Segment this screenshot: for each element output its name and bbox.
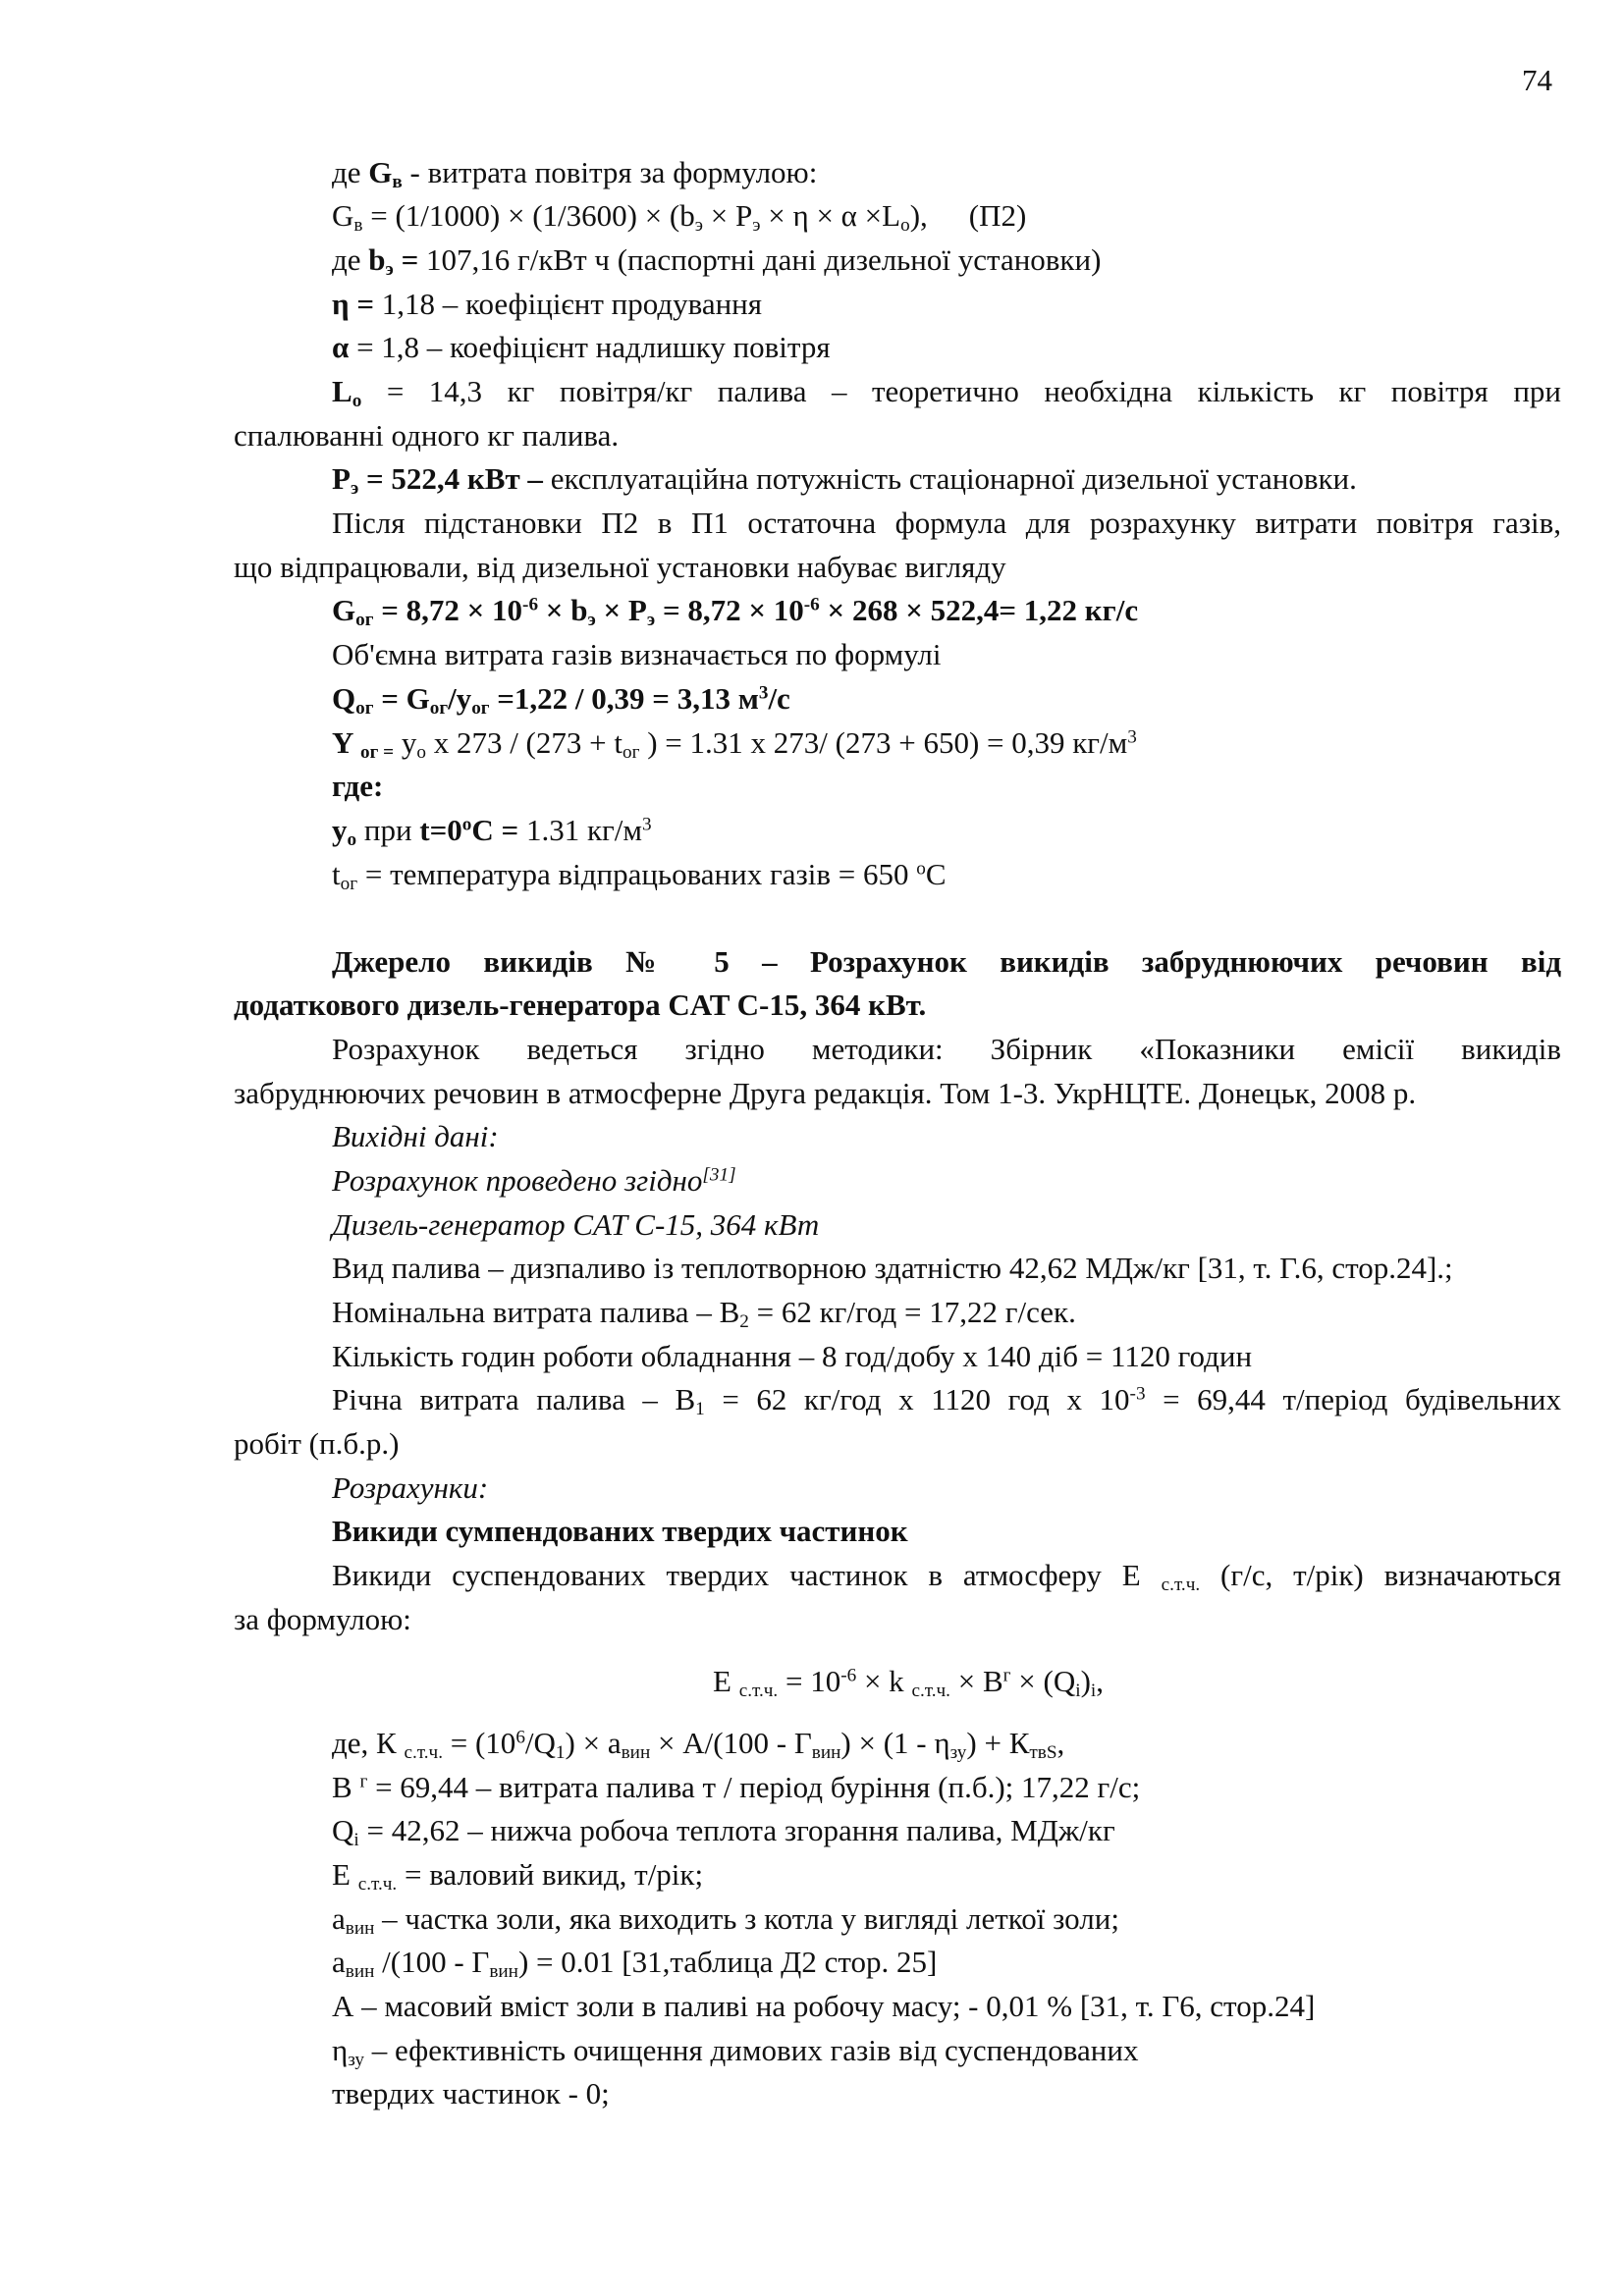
text-line: спалюванні одного кг палива. <box>234 418 620 453</box>
text-line: робіт (п.б.р.) <box>234 1426 400 1461</box>
text-line: α = 1,8 – коефіцієнт надлишку повітря <box>332 330 831 364</box>
text-line: Розрахунок ведеться згідно методики: Збірник «Показники емісії викидів <box>332 1032 1561 1066</box>
formula-line: Y $_{ог =}$ $y_o$ x $273 / (273 + t_{ог}$ ) = 1.31 x 273/ (273 + 650) = 0,39 $кг/м^3$ <box>332 725 1137 763</box>
text-line: де $G_в$ - витрата повітря за формулою: <box>332 155 818 192</box>
page-number: 74 <box>1522 63 1552 97</box>
text-line: В $^г$ = 69,44 – витрата палива т / період буріння (п.б.); 17,22 г/с; <box>332 1770 1141 1804</box>
text-line: $\eta_{зу}$ – ефективність очищення димових газів від суспендованих <box>332 2033 1139 2070</box>
formula-line: де, К $_{с.т.ч.} = (10^6/Q_1) \times a_{вин} \times A/(100 - Г_{вин}) \times (1 - \eta_{зу}) + К_{твS}$, <box>332 1726 1065 1763</box>
text-line: Викиди суспендованих твердих частинок в атмосферу Е $_{с.т.ч.}$ (г/с, т/рік) визначаються <box>332 1558 1562 1595</box>
text-line: А – масовий вміст золи в паливі на робочу масу; - 0,01 % [31, т. Г6, стор.24] <box>332 1989 1316 2023</box>
text-line: $L_o = 14,3$ кг повітря/кг палива – теоретично необхідна кількість кг повітря при <box>332 374 1561 411</box>
text-line: Розрахунки: <box>332 1470 489 1505</box>
text-line: $t_{ог}$ = температура відпрацьованих газів = 650 $^o$C <box>332 857 947 894</box>
text-line: Вид палива – дизпаливо із теплотворною здатністю 42,62 МДж/кг [31, т. Г.6, стор.24].; <box>332 1251 1453 1285</box>
text-line: $Q_i = 42,62$ – нижча робоча теплота згорання палива, МДж/кг <box>332 1813 1115 1850</box>
text-line: Річна витрата палива – $В_1 = 62$ кг/год х 1120 год х $10^{-3} = 69,44$ т/період будівельних <box>332 1382 1562 1419</box>
text-line: $y_o$ при $t=0^oC = 1.31$ $кг/м^3$ <box>332 813 652 850</box>
text-line: Вихідні дані: <box>332 1119 499 1153</box>
text-line: за формулою: <box>234 1602 411 1636</box>
section-heading: Джерело викидів № 5 – Розрахунок викидів забруднюючих речовин від <box>332 944 1561 979</box>
text-line: $a_{вин}$ – частка золи, яка виходить з котла у вигляді леткої золи; <box>332 1901 1119 1939</box>
text-line: що відпрацювали, від дизельної установки набуває вигляду <box>234 550 1006 584</box>
text-line: твердих частинок - 0; <box>332 2076 610 2110</box>
subsection-heading: Викиди сумпендованих твердих частинок <box>332 1514 908 1548</box>
formula-line: $G_в = (1/1000) \times (1/3600) \times (b_э \times P_э \times \eta \times \alpha \times L_o)$, (П2) <box>332 198 1027 236</box>
formula-line: $Q_{ог} = G_{ог}/y_{ог} =1,22 / 0,39 = 3,13$ $м^3/с$ <box>332 681 790 719</box>
text-line: Розрахунок проведено згідно[31] <box>332 1163 736 1198</box>
text-line: где: <box>332 769 384 803</box>
section-heading: додаткового дизель-генератора CAT C-15, 364 кВт. <box>234 988 927 1022</box>
text-line: η = 1,18 – коефіцієнт продування <box>332 287 763 321</box>
text-line: Кількість годин роботи обладнання – 8 год/добу х 140 діб = 1120 годин <box>332 1339 1253 1373</box>
text-line: Дизель-генератор CAT C-15, 364 кВт <box>332 1207 820 1242</box>
text-line: $a_{вин}$ $/(100 - Г_{вин}) = 0.01$ [31,таблица Д2 стор. 25] <box>332 1945 938 1982</box>
text-line: забруднюючих речовин в атмосферне Друга редакція. Том 1-3. УкрНЦТЕ. Донецьк, 2008 р. <box>234 1076 1417 1110</box>
text-line: Е $_{с.т.ч.}$ = валовий викид, т/рік; <box>332 1857 704 1895</box>
text-line: $P_э = 522,4$ кВт – експлуатаційна потужність стаціонарної дизельної установки. <box>332 461 1357 499</box>
text-line: Об'ємна витрата газів визначається по формулі <box>332 637 942 671</box>
text-line: Номінальна витрата палива – $В_2 = 62$ кг/год = 17,22 г/сек. <box>332 1295 1076 1332</box>
text-line: де $b_э = 107,16$ г/кВт ч (паспортні дані дизельної установки) <box>332 242 1102 280</box>
text-line: Після підстановки П2 в П1 остаточна формула для розрахунку витрати повітря газів, <box>332 506 1561 540</box>
formula-line: $G_{ог} = 8,72 \times 10^{-6} \times b_э \times P_э = 8,72 \times 10^{-6} \times 268 \times 522,4= 1,22$ кг/с <box>332 593 1139 630</box>
formula-line: Е $_{с.т.ч.} = 10^{-6} \times k$ $_{с.т.ч.} \times В^г \times (Q_i)_i$, <box>713 1664 1104 1701</box>
